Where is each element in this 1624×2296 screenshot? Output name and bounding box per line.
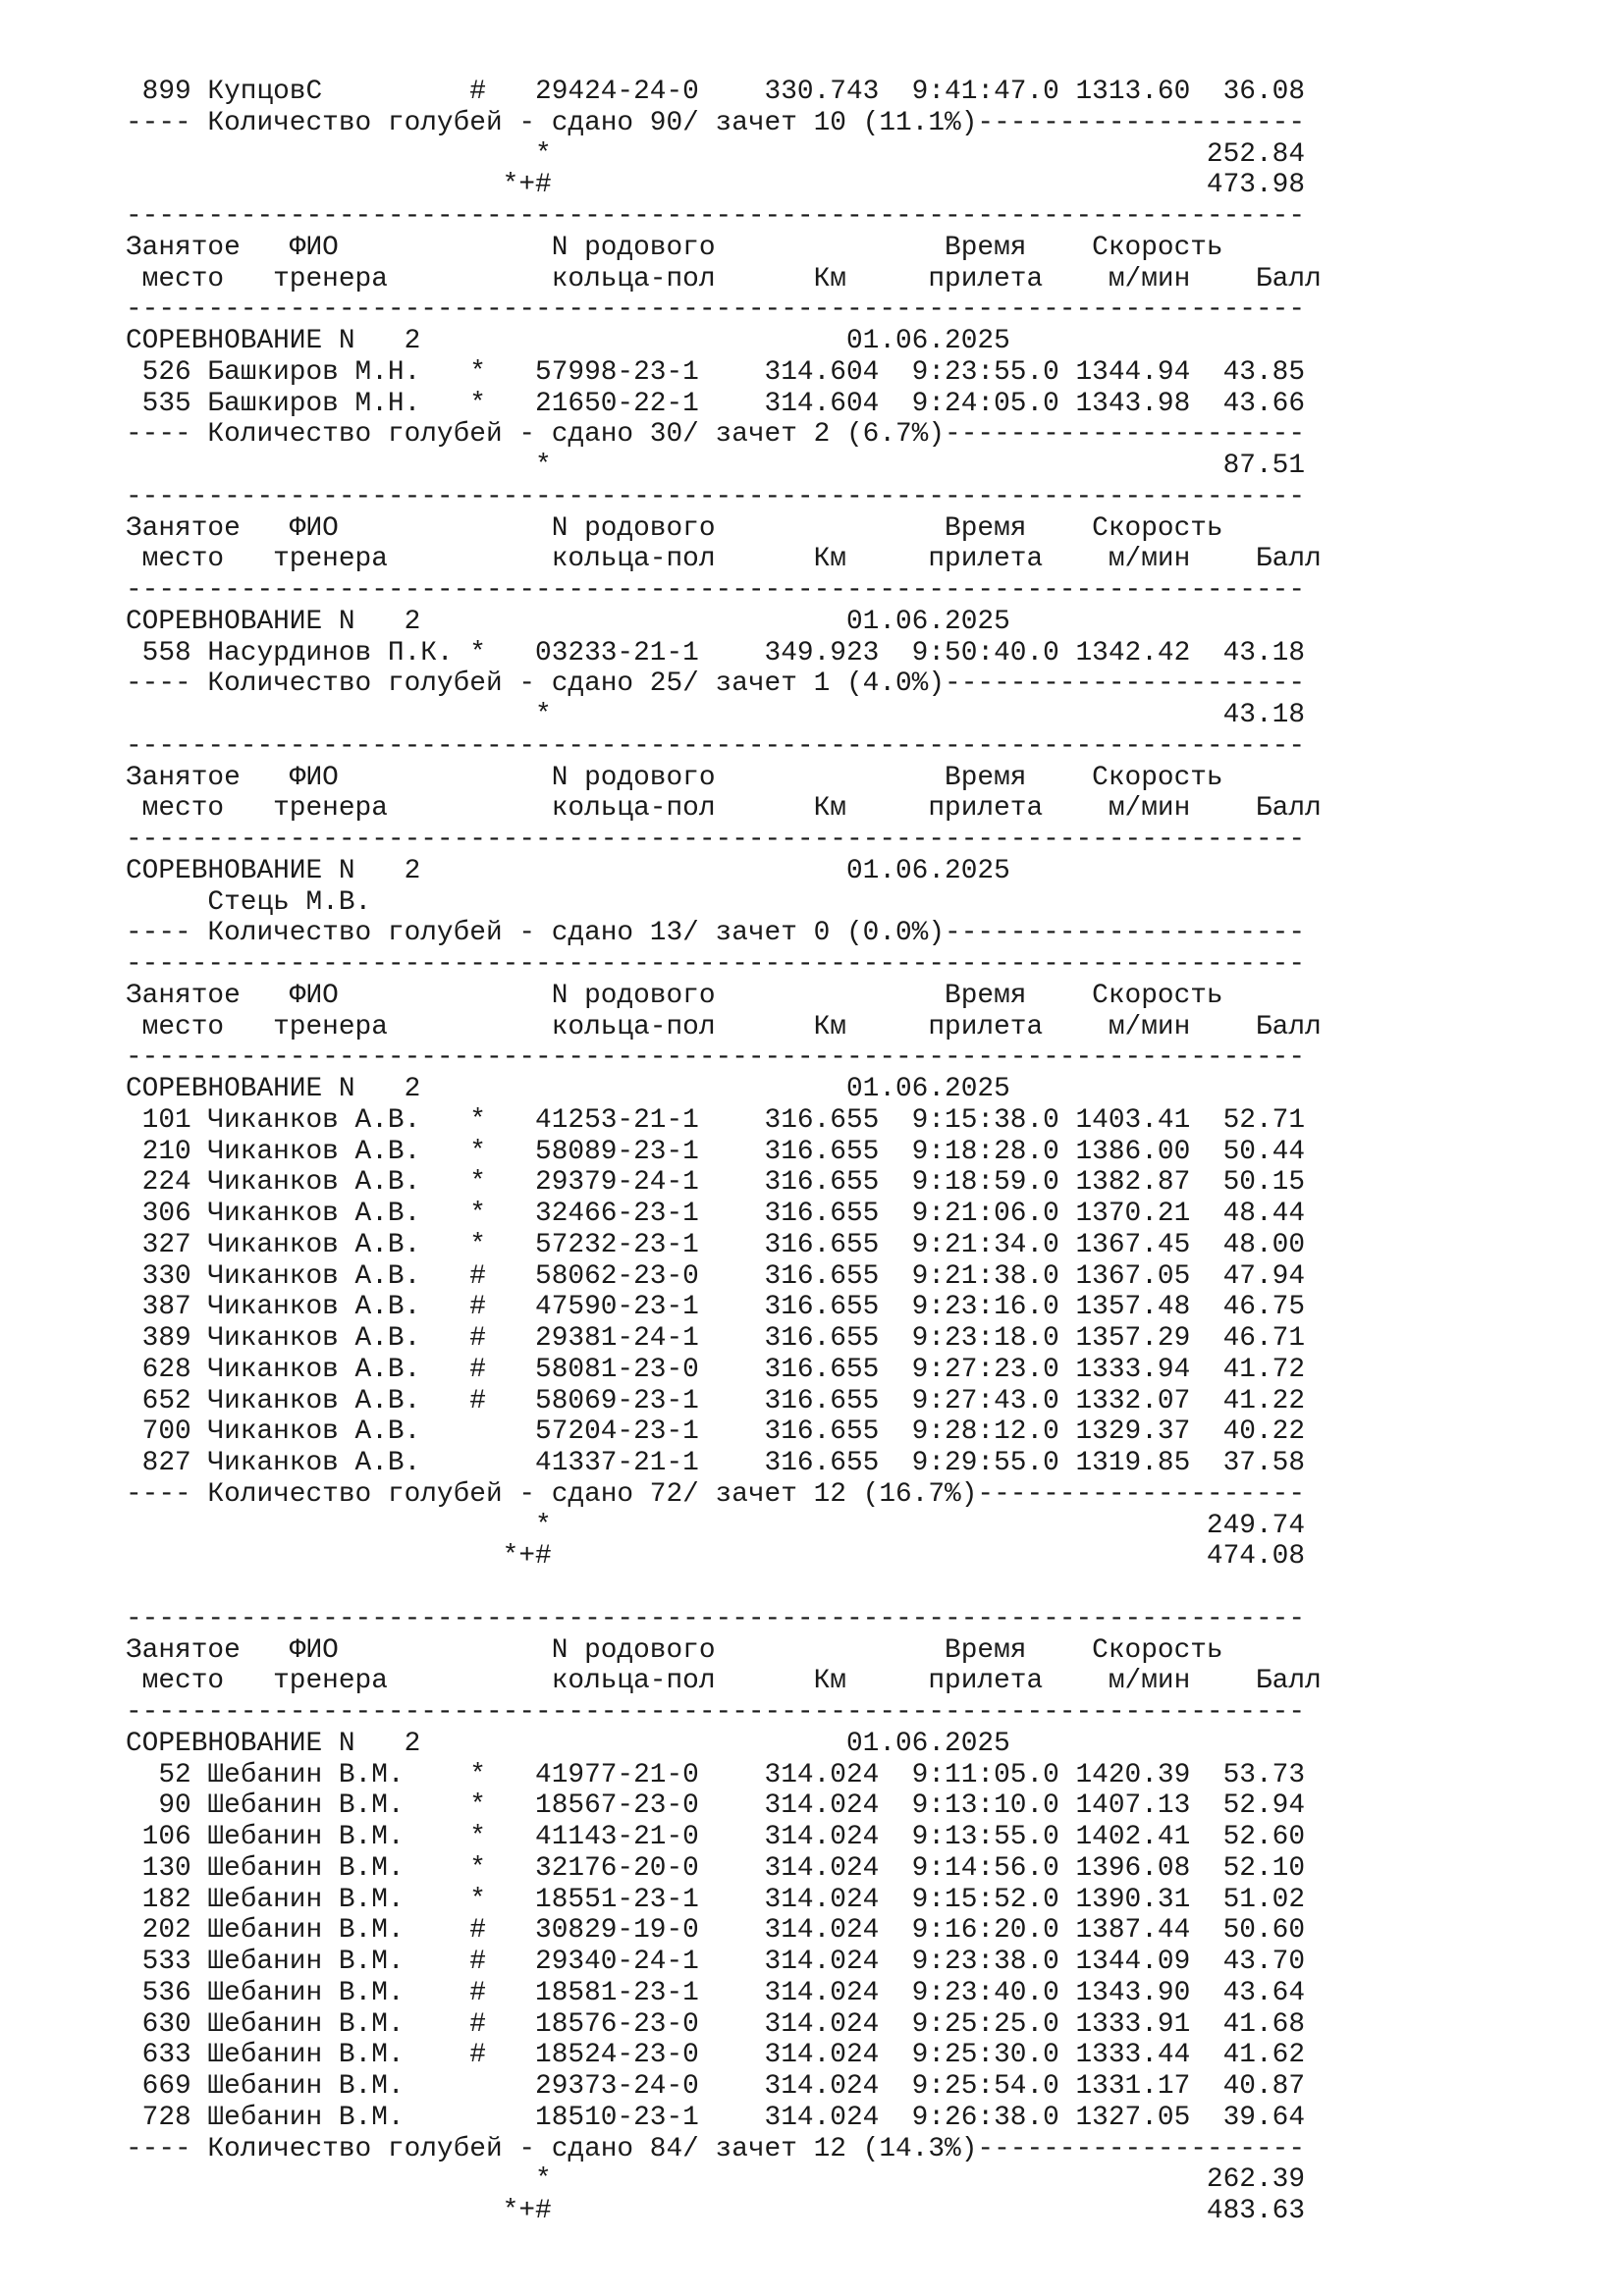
column-header: место тренера кольца-пол Км прилета м/мин Балл: [126, 263, 1322, 294]
separator-line: ------------------------------------------------------------------------: [126, 294, 1306, 326]
separator-line: ------------------------------------------------------------------------: [126, 1697, 1306, 1728]
report-page: [126, 77, 1322, 2227]
total-line: * 249.74: [126, 1510, 1306, 1541]
result-row: 182 Шебанин В.М. * 18551-23-1 314.024 9:15:52.0 1390.31 51.02: [126, 1884, 1306, 1915]
column-header: Занятое ФИО N родового Время Скорость: [126, 1634, 1223, 1666]
total-line: * 87.51: [126, 451, 1306, 481]
separator-line: ------------------------------------------------------------------------: [126, 575, 1306, 606]
column-header: место тренера кольца-пол Км прилета м/мин Балл: [126, 793, 1322, 825]
separator-line: ------------------------------------------------------------------------: [126, 481, 1306, 512]
column-header: Занятое ФИО N родового Время Скорость: [126, 232, 1223, 263]
result-row: 327 Чиканков А.В. * 57232-23-1 316.655 9:21:34.0 1367.45 48.00: [126, 1229, 1306, 1260]
separator-line: ------------------------------------------------------------------------: [126, 949, 1306, 980]
result-row: 52 Шебанин В.М. * 41977-21-0 314.024 9:11:05.0 1420.39 53.73: [126, 1759, 1306, 1790]
result-row: 652 Чиканков А.В. # 58069-23-1 316.655 9:27:43.0 1332.07 41.22: [126, 1385, 1306, 1416]
competition-header: СОРЕВНОВАНИЕ N 2 01.06.2025: [126, 1074, 1010, 1104]
result-row: 90 Шебанин В.М. * 18567-23-0 314.024 9:13:10.0 1407.13 52.94: [126, 1790, 1306, 1822]
result-row: 387 Чиканков А.В. # 47590-23-1 316.655 9:23:16.0 1357.48 46.75: [126, 1292, 1306, 1323]
result-row: 106 Шебанин В.М. * 41143-21-0 314.024 9:13:55.0 1402.41 52.60: [126, 1822, 1306, 1852]
result-row: 700 Чиканков А.В. 57204-23-1 316.655 9:28:12.0 1329.37 40.22: [126, 1416, 1306, 1448]
competition-header: СОРЕВНОВАНИЕ N 2 01.06.2025: [126, 855, 1010, 886]
summary-line: ---- Количество голубей - сдано 90/ зачет 10 (11.1%)--------------------: [126, 107, 1306, 138]
total-line: * 262.39: [126, 2164, 1306, 2196]
total-line: *+# 483.63: [126, 2196, 1306, 2226]
summary-line: ---- Количество голубей - сдано 13/ зачет 0 (0.0%)----------------------: [126, 918, 1306, 949]
column-header: Занятое ФИО N родового Время Скорость: [126, 512, 1223, 544]
result-row: 389 Чиканков А.В. # 29381-24-1 316.655 9:23:18.0 1357.29 46.71: [126, 1323, 1306, 1354]
separator-line: ------------------------------------------------------------------------: [126, 730, 1306, 762]
result-row: 558 Насурдинов П.К. * 03233-21-1 349.923 9:50:40.0 1342.42 43.18: [126, 637, 1306, 668]
total-line: * 252.84: [126, 138, 1306, 170]
result-row: 630 Шебанин В.М. # 18576-23-0 314.024 9:25:25.0 1333.91 41.68: [126, 2008, 1306, 2040]
result-row: 224 Чиканков А.В. * 29379-24-1 316.655 9:18:59.0 1382.87 50.15: [126, 1167, 1306, 1199]
summary-line: ---- Количество голубей - сдано 84/ зачет 12 (14.3%)--------------------: [126, 2133, 1306, 2164]
separator-line: ------------------------------------------------------------------------: [126, 1603, 1306, 1634]
result-row: 535 Башкиров М.Н. * 21650-22-1 314.604 9:24:05.0 1343.98 43.66: [126, 388, 1306, 419]
result-row: Стець М.В.: [126, 886, 372, 918]
result-row: 728 Шебанин В.М. 18510-23-1 314.024 9:26:38.0 1327.05 39.64: [126, 2102, 1306, 2133]
separator-line: ------------------------------------------------------------------------: [126, 1042, 1306, 1074]
result-row: 306 Чиканков А.В. * 32466-23-1 316.655 9:21:06.0 1370.21 48.44: [126, 1199, 1306, 1229]
competition-header: СОРЕВНОВАНИЕ N 2 01.06.2025: [126, 1728, 1010, 1759]
column-header: место тренера кольца-пол Км прилета м/мин Балл: [126, 544, 1322, 575]
result-row: 628 Чиканков А.В. # 58081-23-0 316.655 9:27:23.0 1333.94 41.72: [126, 1354, 1306, 1385]
competition-header: СОРЕВНОВАНИЕ N 2 01.06.2025: [126, 606, 1010, 637]
result-row: 533 Шебанин В.М. # 29340-24-1 314.024 9:23:38.0 1344.09 43.70: [126, 1947, 1306, 1977]
total-line: * 43.18: [126, 700, 1306, 730]
total-line: *+# 473.98: [126, 170, 1306, 201]
result-row: 827 Чиканков А.В. 41337-21-1 316.655 9:29:55.0 1319.85 37.58: [126, 1448, 1306, 1478]
result-row: 669 Шебанин В.М. 29373-24-0 314.024 9:25:54.0 1331.17 40.87: [126, 2071, 1306, 2102]
separator-line: ------------------------------------------------------------------------: [126, 825, 1306, 855]
summary-line: ---- Количество голубей - сдано 72/ зачет 12 (16.7%)--------------------: [126, 1478, 1306, 1510]
column-header: место тренера кольца-пол Км прилета м/мин Балл: [126, 1666, 1322, 1697]
result-row: 101 Чиканков А.В. * 41253-21-1 316.655 9:15:38.0 1403.41 52.71: [126, 1104, 1306, 1136]
separator-line: ------------------------------------------------------------------------: [126, 201, 1306, 232]
column-header: Занятое ФИО N родового Время Скорость: [126, 762, 1223, 793]
report-body: [126, 77, 1322, 2227]
total-line: *+# 474.08: [126, 1541, 1306, 1573]
result-row: 633 Шебанин В.М. # 18524-23-0 314.024 9:25:30.0 1333.44 41.62: [126, 2040, 1306, 2071]
result-row: 526 Башкиров М.Н. * 57998-23-1 314.604 9:23:55.0 1344.94 43.85: [126, 356, 1306, 388]
result-row: 330 Чиканков А.В. # 58062-23-0 316.655 9:21:38.0 1367.05 47.94: [126, 1260, 1306, 1292]
column-header: место тренера кольца-пол Км прилета м/мин Балл: [126, 1011, 1322, 1042]
column-header: Занятое ФИО N родового Время Скорость: [126, 980, 1223, 1011]
blank-line: [126, 1573, 1322, 1604]
result-row: 202 Шебанин В.М. # 30829-19-0 314.024 9:16:20.0 1387.44 50.60: [126, 1915, 1306, 1947]
summary-line: ---- Количество голубей - сдано 30/ зачет 2 (6.7%)----------------------: [126, 419, 1306, 451]
result-row: 536 Шебанин В.М. # 18581-23-1 314.024 9:23:40.0 1343.90 43.64: [126, 1977, 1306, 2008]
competition-header: СОРЕВНОВАНИЕ N 2 01.06.2025: [126, 326, 1010, 356]
result-row: 210 Чиканков А.В. * 58089-23-1 316.655 9:18:28.0 1386.00 50.44: [126, 1136, 1306, 1167]
result-row: 899 КупцовС # 29424-24-0 330.743 9:41:47.0 1313.60 36.08: [126, 77, 1306, 107]
result-row: 130 Шебанин В.М. * 32176-20-0 314.024 9:14:56.0 1396.08 52.10: [126, 1852, 1306, 1884]
summary-line: ---- Количество голубей - сдано 25/ зачет 1 (4.0%)----------------------: [126, 668, 1306, 700]
